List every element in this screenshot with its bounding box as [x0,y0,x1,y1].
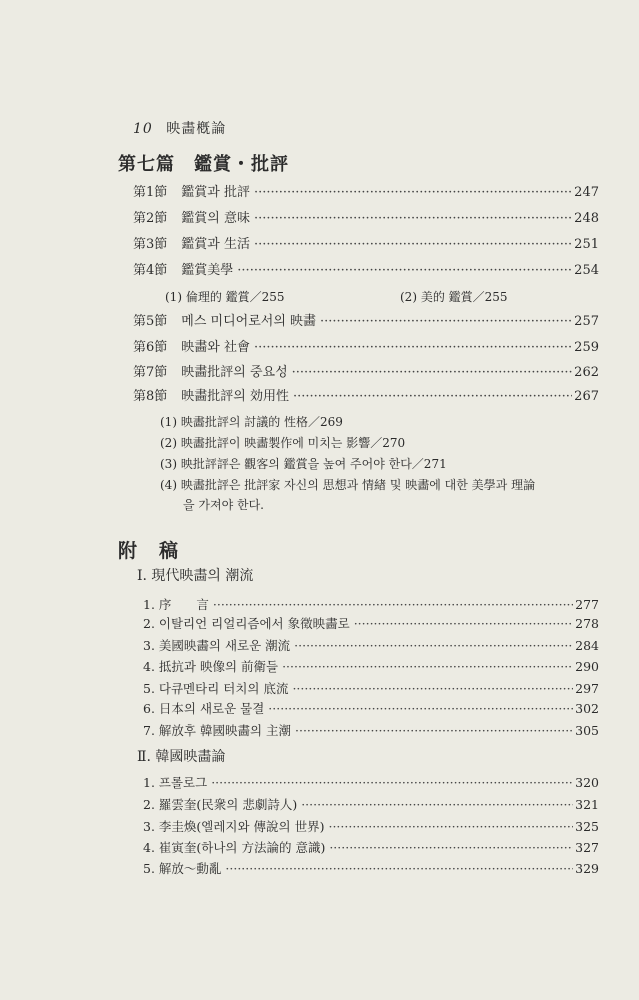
toc-chapter-8 [133,388,599,406]
item-page: 305 [575,723,599,738]
ch8-sub-3: (3) 映批評評은 觀客의 鑑賞을 높여 주어야 한다／271 [160,457,447,471]
chapter-label: 第3節 [133,237,168,252]
leader-dots [320,313,572,331]
item-page: 325 [575,819,599,834]
leader-dots [237,262,572,280]
chapter-page: 248 [574,211,599,226]
leader-dots [254,339,572,357]
chapter-title: 鑑賞美學 [181,263,234,278]
item-title: 3. 李圭煥(엘레지와 傳說의 世界) [143,819,325,834]
appendix-item [143,596,599,614]
leader-dots [254,236,572,254]
appendix-item [143,680,599,698]
chapter-title: 鑑賞과 生活 [181,237,250,252]
chapter-title: 映畵와 社會 [181,340,250,355]
appendix-item [143,796,599,814]
toc-chapter-4 [133,262,599,280]
part-2-title: Ⅱ. 韓國映畵論 [137,749,226,765]
page-number: 10 [133,121,153,137]
item-page: 297 [575,681,599,696]
toc-chapter-1 [133,184,599,202]
ch4-sub-left: (1) 倫理的 鑑賞／255 [165,290,285,304]
ch8-sub-1: (1) 映畵批評의 討議的 性格／269 [160,415,343,429]
leader-dots [292,680,573,698]
toc-chapter-7 [133,364,599,382]
appendix-item [143,637,599,655]
chapter-title: 메스 미디어로서의 映畵 [181,314,317,329]
item-page: 290 [575,659,599,674]
toc-chapter-6 [133,339,599,357]
toc-chapter-5 [133,313,599,331]
item-page: 329 [575,861,599,876]
toc-chapter-2 [133,210,599,228]
section-title: 第七篇 鑑賞・批評 [118,154,289,175]
leader-dots [354,615,573,633]
item-title: 2. 羅雲奎(民衆의 悲劇詩人) [143,797,298,812]
leader-dots [213,596,573,614]
leader-dots [294,637,573,655]
leader-dots [282,658,573,676]
ch8-sub-4: (4) 映畵批評은 批評家 자신의 思想과 情緖 및 映畵에 대한 美學과 理論 [160,478,536,492]
item-title: 3. 美國映畵의 새로운 潮流 [143,638,291,653]
appendix-item [143,615,599,633]
chapter-page: 247 [574,185,599,200]
item-title: 4. 抵抗과 映像의 前衛들 [143,659,279,674]
chapter-label: 第2節 [133,211,168,226]
leader-dots [268,700,573,718]
part-1-title: Ⅰ. 現代映畵의 潮流 [137,568,254,584]
leader-dots [211,774,573,792]
item-page: 302 [575,701,599,716]
item-page: 327 [575,840,599,855]
leader-dots [225,860,573,878]
item-page: 320 [575,775,599,790]
leader-dots [293,388,572,406]
chapter-page: 259 [574,340,599,355]
item-title: 1. 序 言 [143,597,209,612]
item-page: 321 [575,797,599,812]
leader-dots [292,364,573,382]
leader-dots [301,796,573,814]
chapter-title: 映畵批評의 効用性 [181,389,289,404]
appendix-item [143,658,599,676]
appendix-title: 附稿 [118,540,201,562]
item-title: 5. 다큐멘타리 터치의 底流 [143,681,289,696]
item-page: 277 [575,597,599,612]
toc-chapter-3 [133,236,599,254]
item-title: 1. 프롤로그 [143,775,208,790]
appendix-item [143,722,599,740]
chapter-page: 262 [574,365,599,380]
item-title: 7. 解放후 韓國映畵의 主潮 [143,723,291,738]
chapter-label: 第8節 [133,389,168,404]
chapter-label: 第6節 [133,340,168,355]
chapter-label: 第1節 [133,185,168,200]
ch8-sub-2: (2) 映畵批評이 映畵製作에 미치는 影響／270 [160,436,406,450]
appendix-item [143,860,599,878]
appendix-item [143,700,599,718]
appendix-item [143,818,599,836]
chapter-page: 257 [574,314,599,329]
chapter-label: 第4節 [133,263,168,278]
leader-dots [328,818,573,836]
chapter-page: 267 [574,389,599,404]
chapter-page: 251 [574,237,599,252]
ch8-sub-4-cont: 을 가져야 한다. [183,498,264,512]
running-header [133,118,226,138]
leader-dots [295,722,573,740]
leader-dots [254,210,572,228]
item-title: 2. 이탈리언 리얼리즘에서 象徵映畵로 [143,616,350,631]
chapter-title: 映畵批評의 중요성 [181,365,288,380]
leader-dots [254,184,572,202]
item-title: 4. 崔寅奎(하나의 方法論的 意識) [143,840,326,855]
chapter-label: 第5節 [133,314,168,329]
item-page: 284 [575,638,599,653]
book-title: 映畵槪論 [166,121,227,137]
chapter-page: 254 [574,263,599,278]
appendix-item [143,839,599,857]
item-title: 5. 解放～動亂 [143,861,222,876]
chapter-title: 鑑賞과 批評 [181,185,250,200]
appendix-item [143,774,599,792]
leader-dots [329,839,573,857]
item-title: 6. 日本의 새로운 물결 [143,701,265,716]
chapter-title: 鑑賞의 意味 [181,211,250,226]
ch4-sub-right: (2) 美的 鑑賞／255 [400,290,508,304]
item-page: 278 [575,616,599,631]
chapter-label: 第7節 [133,365,168,380]
